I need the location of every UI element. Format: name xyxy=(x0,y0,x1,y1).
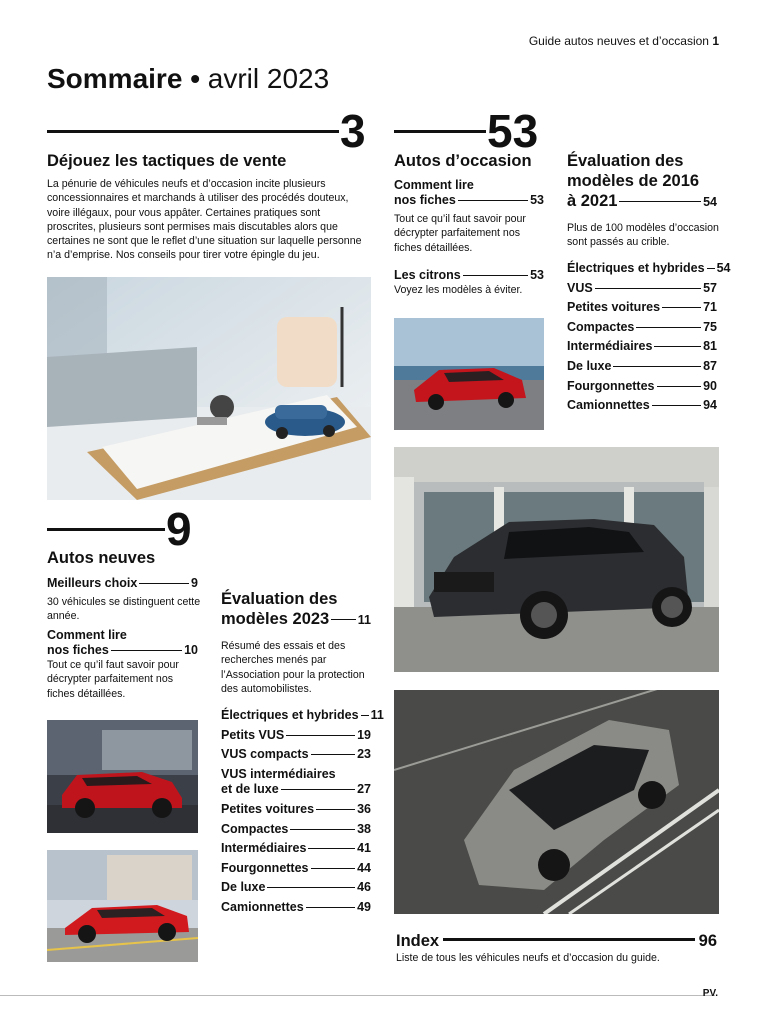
toc-entry[interactable] xyxy=(221,728,371,748)
toc-label-read-sheets-used[interactable]: Comment lire xyxy=(394,178,474,192)
photo-red-suv xyxy=(47,720,198,833)
toc-page: 53 xyxy=(530,193,544,207)
toc-leader xyxy=(654,346,701,347)
toc-label: Compactes xyxy=(221,821,289,836)
section-heading-used[interactable]: Autos d’occasion xyxy=(394,152,532,170)
toc-label: Les citrons xyxy=(394,268,461,282)
toc-page: 54 xyxy=(716,261,731,275)
toc-entry[interactable] xyxy=(567,261,731,281)
toc-entry-lemons[interactable] xyxy=(394,268,544,283)
toc-list-eval-2023 xyxy=(221,708,384,919)
toc-page: 53 xyxy=(530,268,544,282)
toc-page: 49 xyxy=(357,899,371,914)
toc-desc-read-sheets-used: Tout ce qu’il faut savoir pour décrypter parfaitement nos fiches détaillées. xyxy=(394,213,526,254)
section-heading-eval-used-line2[interactable]: modèles de 2016 xyxy=(567,172,700,190)
toc-entry[interactable] xyxy=(221,802,371,822)
section-rule-53 xyxy=(394,130,486,133)
section-number-53[interactable]: 53 xyxy=(487,105,539,157)
toc-page: 11 xyxy=(370,708,384,722)
toc-label: Compactes xyxy=(567,319,635,334)
running-header xyxy=(529,34,719,48)
photo-red-sentra xyxy=(394,318,544,430)
toc-entry[interactable] xyxy=(221,747,371,767)
toc-page: 75 xyxy=(703,319,717,334)
toc-page: 46 xyxy=(357,880,371,894)
publisher-logo: PV. xyxy=(702,988,718,999)
toc-label: Petits VUS xyxy=(221,727,285,742)
toc-leader xyxy=(308,848,355,849)
toc-leader xyxy=(657,386,702,387)
toc-label: Électriques et hybrides xyxy=(221,708,359,722)
photo-dark-suv xyxy=(394,447,719,672)
toc-entry-read-sheets-new[interactable] xyxy=(47,643,198,658)
toc-page: 57 xyxy=(703,280,717,295)
toc-page: 87 xyxy=(703,358,717,373)
page-title-main: Sommaire xyxy=(47,63,183,94)
toc-label: Intermédiaires xyxy=(567,339,653,354)
toc-page: 27 xyxy=(357,781,371,796)
toc-entry-best-picks[interactable] xyxy=(47,576,198,591)
toc-page: 54 xyxy=(703,195,717,209)
toc-entry[interactable] xyxy=(221,861,371,881)
toc-label: Meilleurs choix xyxy=(47,576,138,590)
section-heading-new[interactable]: Autos neuves xyxy=(47,549,156,567)
photo-contract-keys-art xyxy=(47,277,371,500)
toc-page: 10 xyxy=(184,643,198,657)
photo-silver-hatchback xyxy=(394,690,719,914)
toc-desc-read-sheets-new: Tout ce qu’il faut savoir pour décrypter parfaitement nos fiches détaillées. xyxy=(47,659,179,700)
section-heading-eval-2023[interactable] xyxy=(221,609,371,630)
toc-entry[interactable] xyxy=(567,339,717,359)
photo-dark-suv-art xyxy=(394,447,719,672)
toc-label: Intermédiaires xyxy=(221,841,307,855)
section-heading-tactics[interactable]: Déjouez les tactiques de vente xyxy=(47,152,287,170)
toc-label-line1[interactable]: VUS intermédiaires xyxy=(221,766,336,781)
toc-page: 36 xyxy=(357,802,371,816)
toc-label: et de luxe xyxy=(221,781,279,796)
toc-entry[interactable] xyxy=(221,841,371,861)
toc-label-read-sheets-new[interactable]: Comment lire xyxy=(47,628,127,642)
page-number: 1 xyxy=(712,34,719,48)
toc-label: Fourgonnettes xyxy=(221,860,309,875)
toc-leader xyxy=(311,868,356,869)
page-title xyxy=(47,62,329,96)
toc-label: nos fiches xyxy=(47,643,109,657)
toc-leader xyxy=(458,200,528,201)
section-number-3[interactable]: 3 xyxy=(340,105,366,157)
toc-label: modèles 2023 xyxy=(221,610,330,628)
toc-page: 38 xyxy=(357,821,371,836)
toc-leader xyxy=(286,735,355,736)
toc-page: 90 xyxy=(703,378,717,393)
section-heading-eval-used[interactable] xyxy=(567,191,717,212)
photo-red-sedan xyxy=(47,850,198,962)
section-body-eval-used: Plus de 100 modèles d’occasion sont passés au crible. xyxy=(567,222,719,249)
toc-leader xyxy=(613,366,701,367)
toc-leader xyxy=(290,829,355,830)
toc-entry-read-sheets-used[interactable] xyxy=(394,193,544,208)
section-heading-eval-2023-line1[interactable]: Évaluation des xyxy=(221,590,338,608)
toc-label: Camionnettes xyxy=(567,398,650,413)
toc-desc-lemons: Voyez les modèles à éviter. xyxy=(394,284,523,296)
toc-entry[interactable] xyxy=(567,379,717,399)
section-body-eval-2023: Résumé des essais et des recherches menés par l’Association pour la protection des automobilistes. xyxy=(221,640,365,695)
section-heading-index[interactable] xyxy=(396,931,717,951)
toc-leader xyxy=(139,583,189,584)
toc-entry[interactable] xyxy=(567,398,717,418)
section-heading-eval-used-line1[interactable]: Évaluation des xyxy=(567,152,684,170)
section-body-tactics: La pénurie de véhicules neufs et d’occasion incite plusieurs concessionnaires et marchands à utiliser des procédés douteux, voire illégaux, pour vous appâter. Certaines pratiques sont proscrites, plusieurs sont permises mais discutables alors que certaines ne sont que le reflet d’une situation sur laquelle personne n’a d’emprise. Nos conseils pour tirer votre épingle du jeu. xyxy=(47,178,362,262)
toc-page: 94 xyxy=(703,398,717,413)
toc-leader xyxy=(707,268,715,269)
toc-label: Petites voitures xyxy=(567,300,661,315)
toc-page: 23 xyxy=(357,747,371,761)
toc-entry[interactable] xyxy=(221,880,371,900)
section-rule-3 xyxy=(47,130,339,133)
toc-leader xyxy=(636,327,701,328)
toc-entry[interactable] xyxy=(221,822,371,842)
toc-label: De luxe xyxy=(567,358,612,373)
toc-desc-best-picks: 30 véhicules se distinguent cette année. xyxy=(47,596,201,623)
toc-page: 11 xyxy=(357,613,371,627)
toc-page: 81 xyxy=(703,339,717,354)
toc-entry[interactable] xyxy=(221,708,384,728)
toc-leader xyxy=(281,789,355,790)
toc-leader xyxy=(443,938,695,941)
toc-leader xyxy=(463,275,528,276)
toc-label: à 2021 xyxy=(567,192,618,210)
footer-divider xyxy=(0,995,715,996)
photo-silver-hatchback-art xyxy=(394,690,719,914)
section-rule-9 xyxy=(47,528,165,531)
section-body-index: Liste de tous les véhicules neufs et d’occasion du guide. xyxy=(396,952,660,964)
toc-page: 19 xyxy=(357,727,371,742)
toc-label: Camionnettes xyxy=(221,899,304,914)
toc-page: 44 xyxy=(357,860,371,875)
toc-label: Index xyxy=(396,932,440,950)
page-title-date: avril 2023 xyxy=(207,63,330,94)
toc-leader xyxy=(331,619,356,620)
toc-entry[interactable] xyxy=(221,782,371,803)
toc-entry[interactable] xyxy=(567,281,717,301)
toc-leader xyxy=(662,307,701,308)
photo-red-suv-art xyxy=(47,720,198,833)
toc-leader xyxy=(111,650,182,651)
guide-title: Guide autos neuves et d’occasion xyxy=(528,34,709,48)
toc-entry[interactable] xyxy=(567,300,717,320)
toc-page: 9 xyxy=(191,576,198,590)
photo-contract-keys xyxy=(47,277,371,500)
toc-page: 41 xyxy=(357,841,371,855)
toc-label: Petites voitures xyxy=(221,802,315,816)
toc-label: Fourgonnettes xyxy=(567,378,655,393)
toc-leader xyxy=(361,715,369,716)
toc-label: VUS compacts xyxy=(221,747,309,761)
toc-page: 96 xyxy=(698,932,717,950)
page-title-bullet: • xyxy=(190,63,200,94)
toc-list-eval-used xyxy=(567,261,731,418)
section-number-9[interactable]: 9 xyxy=(166,503,192,555)
toc-leader xyxy=(306,907,355,908)
toc-entry[interactable] xyxy=(221,900,371,920)
toc-page: 71 xyxy=(703,300,717,315)
toc-leader xyxy=(267,887,355,888)
toc-leader xyxy=(311,754,356,755)
toc-label: nos fiches xyxy=(394,193,456,207)
toc-leader xyxy=(619,201,701,202)
photo-red-sedan-art xyxy=(47,850,198,962)
toc-leader xyxy=(652,405,701,406)
toc-label: De luxe xyxy=(221,880,266,894)
toc-leader xyxy=(595,288,701,289)
toc-label: VUS xyxy=(567,280,593,295)
photo-red-sentra-art xyxy=(394,318,544,430)
toc-leader xyxy=(316,809,355,810)
toc-entry[interactable] xyxy=(567,320,717,340)
toc-entry[interactable] xyxy=(567,359,717,379)
toc-label: Électriques et hybrides xyxy=(567,261,705,275)
